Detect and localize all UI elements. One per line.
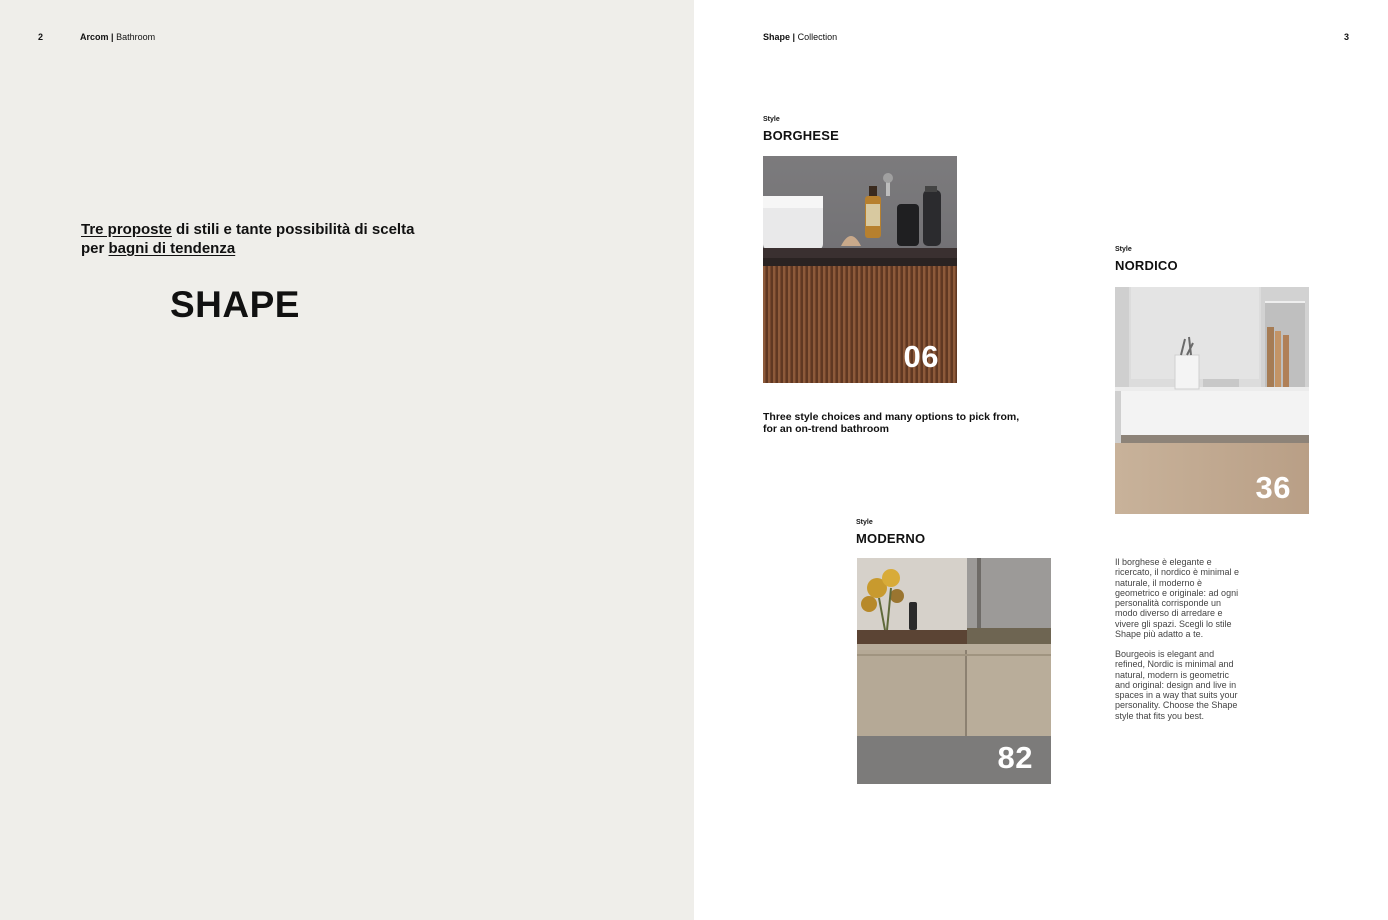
page-ref-nordico: 36	[1255, 470, 1291, 505]
body-copy-italian: Il borghese è elegante e ricercato, il nordico è minimal e naturale, il moderno è geometrico e originale: ad ogni personalità corrisponde un modo diverso di arredare e vivere gli spazi. Scegli lo stile Shape più adatto a te.	[1115, 557, 1240, 640]
intro-en-line-2: for an on-trend bathroom	[763, 423, 889, 435]
intro-it-highlight-2: bagni di tendenza	[108, 240, 236, 257]
page-number-right: 3	[1344, 32, 1350, 42]
header-separator: |	[111, 32, 114, 42]
style-name-borghese: BORGHESE	[763, 128, 840, 143]
style-name-nordico: NORDICO	[1115, 258, 1178, 273]
page-number-left: 2	[38, 32, 44, 42]
style-block-nordico	[1115, 246, 1178, 273]
intro-it-text-1: di stili e tante possibilità di scelta	[171, 221, 415, 238]
style-kicker: Style	[763, 116, 780, 123]
header-separator-right: |	[792, 32, 796, 42]
style-block-borghese	[763, 116, 839, 143]
intro-it-highlight-1: Tre proposte	[81, 221, 172, 238]
header-brand: Arcom	[80, 32, 109, 42]
style-name-moderno: MODERNO	[856, 531, 926, 546]
running-header-right	[763, 32, 837, 43]
page-ref-moderno: 82	[997, 740, 1033, 775]
intro-it-text-2: per	[81, 240, 109, 257]
intro-en-line-1: Three style choices and many options to pick from,	[763, 411, 1020, 423]
intro-english	[763, 411, 1033, 435]
body-copy-english: Bourgeois is elegant and refined, Nordic is minimal and natural, modern is geometric and original: design and live in spaces in a way that suits your personality. Choose the Shape style that fits you best.	[1115, 649, 1238, 721]
right-page	[694, 0, 1388, 920]
style-block-moderno	[856, 519, 925, 546]
style-kicker: Style	[856, 519, 873, 526]
header-brand-right: Shape	[763, 32, 791, 42]
style-kicker: Style	[1115, 246, 1132, 253]
photo-nordico[interactable]	[1115, 287, 1309, 514]
header-section: Bathroom	[116, 32, 156, 42]
collection-title: SHAPE	[170, 284, 300, 325]
photo-borghese[interactable]	[763, 156, 957, 383]
running-header-left	[80, 32, 155, 43]
intro-italian	[81, 220, 441, 258]
header-section-right: Collection	[797, 32, 838, 42]
photo-moderno[interactable]	[857, 558, 1051, 784]
page-ref-borghese: 06	[903, 339, 939, 374]
